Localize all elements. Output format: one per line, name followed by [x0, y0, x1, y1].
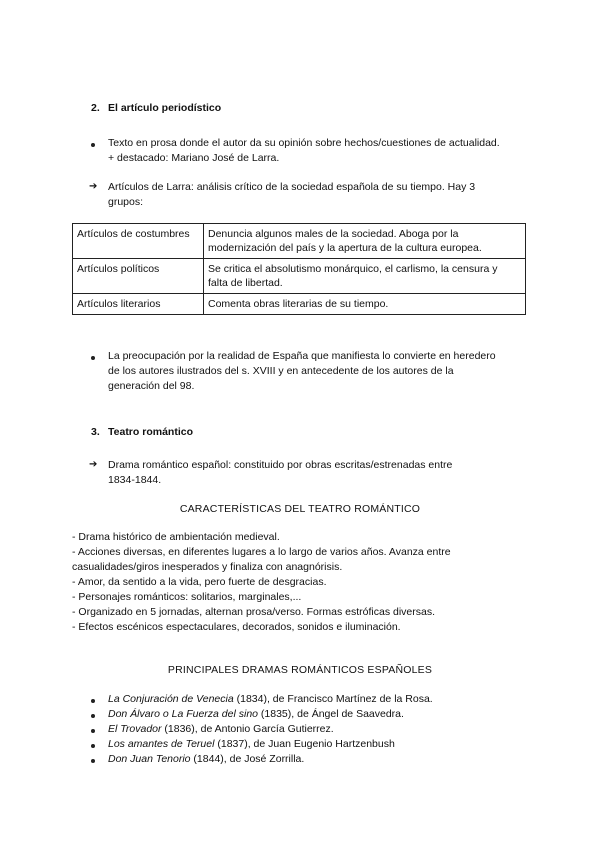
articles-table	[72, 223, 526, 315]
section-3-number: 3.	[91, 426, 100, 438]
bullet-icon	[91, 356, 95, 360]
list-item	[108, 707, 404, 722]
drama-info: (1834), de Francisco Martínez de la Rosa.	[233, 693, 433, 705]
section-3-title: Teatro romántico	[108, 426, 193, 438]
drama-info: (1844), de José Zorrilla.	[190, 753, 305, 765]
paragraph-line: 1834-1844.	[108, 474, 162, 486]
drama-info: (1836), de Antonio García Gutierrez.	[161, 723, 334, 735]
table-cell-type: Artículos literarios	[73, 294, 204, 315]
paragraph-line: Drama romántico español: constituido por obras escritas/estrenadas entre	[108, 459, 453, 471]
arrow-icon: ➔	[89, 181, 98, 192]
paragraph-line: generación del 98.	[108, 380, 195, 392]
drama-title: Don Juan Tenorio	[108, 753, 191, 765]
list-item: casualidades/giros inesperados y finaliza con anagnórisis.	[72, 561, 343, 573]
section-2-title: El artículo periodístico	[108, 102, 222, 114]
list-item: - Drama histórico de ambientación medieval.	[72, 531, 280, 543]
paragraph-line: Texto en prosa donde el autor da su opinión sobre hechos/cuestiones de actualidad.	[108, 137, 500, 149]
cell-line: Se critica el absolutismo monárquico, el carlismo, la censura y	[208, 263, 498, 275]
drama-title: Los amantes de Teruel	[108, 738, 215, 750]
paragraph-line: Artículos de Larra: análisis crítico de la sociedad española de su tiempo. Hay 3	[108, 181, 476, 193]
dramas-heading: PRINCIPALES DRAMAS ROMÁNTICOS ESPAÑOLES	[167, 664, 433, 676]
table-cell-type: Artículos de costumbres	[73, 224, 204, 259]
list-item: - Efectos escénicos espectaculares, decorados, sonidos e iluminación.	[72, 621, 401, 633]
list-item: - Amor, da sentido a la vida, pero fuerte de desgracias.	[72, 576, 327, 588]
list-item	[108, 692, 433, 707]
drama-title: La Conjuración de Venecia	[108, 693, 234, 705]
paragraph-line: de los autores ilustrados del s. XVIII y en antecedente de los autores de la	[108, 365, 454, 377]
drama-info: (1835), de Ángel de Saavedra.	[258, 708, 404, 720]
cell-line: falta de libertad.	[208, 277, 283, 289]
drama-title: El Trovador	[108, 723, 162, 735]
list-item	[108, 722, 334, 737]
table-cell-desc	[204, 224, 526, 259]
table-row	[73, 224, 526, 259]
bullet-icon	[91, 744, 95, 748]
list-item	[108, 752, 304, 767]
bullet-icon	[91, 714, 95, 718]
cell-line: Denuncia algunos males de la sociedad. Aboga por la	[208, 228, 459, 240]
table-row	[73, 259, 526, 294]
list-item: - Acciones diversas, en diferentes lugares a lo largo de varios años. Avanza entre	[72, 546, 451, 558]
bullet-icon	[91, 699, 95, 703]
list-item	[108, 737, 395, 752]
paragraph-line: + destacado: Mariano José de Larra.	[108, 152, 280, 164]
arrow-icon: ➔	[89, 459, 98, 470]
bullet-icon	[91, 759, 95, 763]
drama-info: (1837), de Juan Eugenio Hartzenbush	[214, 738, 395, 750]
paragraph-line: grupos:	[108, 196, 144, 208]
table-row	[73, 294, 526, 315]
list-item: - Personajes románticos: solitarios, marginales,...	[72, 591, 302, 603]
drama-title: Don Álvaro o La Fuerza del sino	[108, 708, 258, 720]
cell-line: modernización del país y la apertura de la cultura europea.	[208, 242, 482, 254]
characteristics-heading: CARACTERÍSTICAS DEL TEATRO ROMÁNTICO	[179, 503, 421, 515]
paragraph-line: La preocupación por la realidad de España que manifiesta lo convierte en heredero	[108, 350, 496, 362]
table-cell-desc	[204, 259, 526, 294]
bullet-icon	[91, 143, 95, 147]
bullet-icon	[91, 729, 95, 733]
list-item: - Organizado en 5 jornadas, alternan prosa/verso. Formas estróficas diversas.	[72, 606, 436, 618]
section-2-number: 2.	[91, 102, 100, 114]
table-cell-desc: Comenta obras literarias de su tiempo.	[204, 294, 526, 315]
table-cell-type: Artículos políticos	[73, 259, 204, 294]
